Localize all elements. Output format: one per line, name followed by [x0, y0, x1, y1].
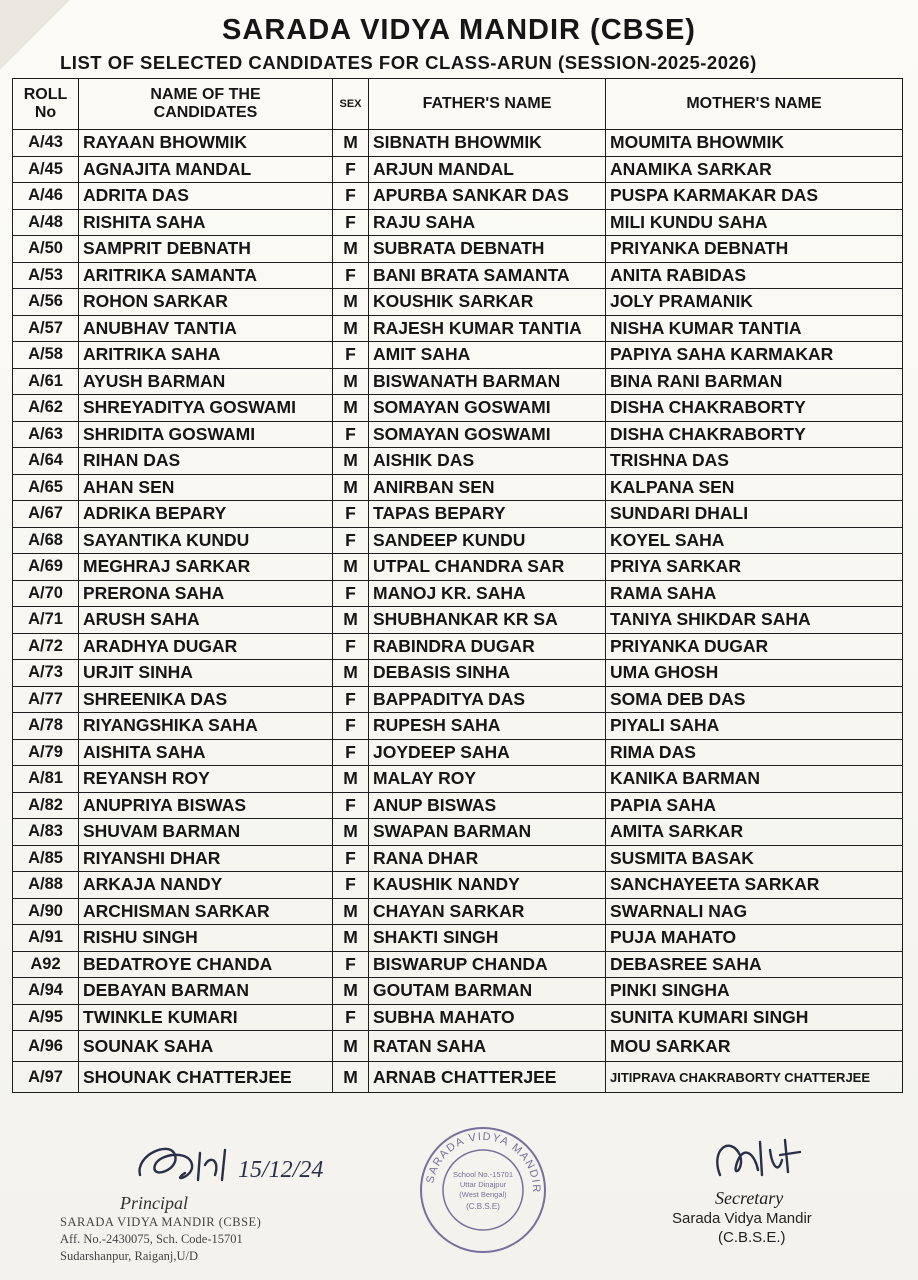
mother-name-cell: SUNITA KUMARI SINGH	[606, 1004, 903, 1031]
father-name-cell: SWAPAN BARMAN	[369, 819, 606, 846]
sex-cell: M	[333, 898, 369, 925]
father-name-cell: RUPESH SAHA	[369, 713, 606, 740]
mother-name-cell: BINA RANI BARMAN	[606, 368, 903, 395]
table-row	[13, 156, 903, 183]
candidate-name-cell: SHREENIKA DAS	[79, 686, 333, 713]
mother-name-cell: JITIPRAVA CHAKRABORTY CHATTERJEE	[606, 1062, 903, 1093]
header-roll-line1: ROLL	[23, 86, 68, 103]
roll-cell: A/69	[13, 554, 79, 581]
candidate-name-cell: SAMPRIT DEBNATH	[79, 236, 333, 263]
father-name-cell: SOMAYAN GOSWAMI	[369, 421, 606, 448]
stamp-ring-text: SARADA VIDYA MANDIR	[424, 1130, 543, 1194]
father-name-cell: RANA DHAR	[369, 845, 606, 872]
principal-signature	[130, 1135, 330, 1195]
list-subtitle: LIST OF SELECTED CANDIDATES FOR CLASS-ARUN (SESSION-2025-2026)	[60, 52, 757, 73]
sex-cell: M	[333, 554, 369, 581]
table-row	[13, 368, 903, 395]
mother-name-cell: PUSPA KARMAKAR DAS	[606, 183, 903, 210]
principal-school: SARADA VIDYA MANDIR (CBSE)	[60, 1215, 262, 1229]
table-row	[13, 898, 903, 925]
mother-name-cell: PAPIYA SAHA KARMAKAR	[606, 342, 903, 369]
father-name-cell: RABINDRA DUGAR	[369, 633, 606, 660]
mother-name-cell: MILI KUNDU SAHA	[606, 209, 903, 236]
table-row	[13, 766, 903, 793]
sex-cell: F	[333, 739, 369, 766]
mother-name-cell: KANIKA BARMAN	[606, 766, 903, 793]
table-row	[13, 262, 903, 289]
father-name-cell: SHUBHANKAR KR SA	[369, 607, 606, 634]
father-name-cell: MALAY ROY	[369, 766, 606, 793]
table-row	[13, 315, 903, 342]
roll-cell: A/53	[13, 262, 79, 289]
candidate-name-cell: ADRIKA BEPARY	[79, 501, 333, 528]
roll-cell: A/90	[13, 898, 79, 925]
principal-role: Principal	[120, 1193, 188, 1213]
header-name-line1: NAME OF THE	[150, 86, 261, 103]
table-row	[13, 872, 903, 899]
mother-name-cell: SUSMITA BASAK	[606, 845, 903, 872]
sex-cell: M	[333, 925, 369, 952]
roll-cell: A/68	[13, 527, 79, 554]
roll-cell: A/63	[13, 421, 79, 448]
sex-cell: M	[333, 978, 369, 1005]
mother-name-cell: JOLY PRAMANIK	[606, 289, 903, 316]
roll-cell: A/78	[13, 713, 79, 740]
mother-name-cell: TRISHNA DAS	[606, 448, 903, 475]
father-name-cell: RATAN SAHA	[369, 1031, 606, 1062]
sex-cell: F	[333, 580, 369, 607]
candidate-name-cell: AYUSH BARMAN	[79, 368, 333, 395]
sex-cell: F	[333, 183, 369, 210]
father-name-cell: BISWARUP CHANDA	[369, 951, 606, 978]
roll-cell: A92	[13, 951, 79, 978]
roll-cell: A/73	[13, 660, 79, 687]
father-name-cell: ANIRBAN SEN	[369, 474, 606, 501]
candidate-name-cell: PRERONA SAHA	[79, 580, 333, 607]
father-name-cell: CHAYAN SARKAR	[369, 898, 606, 925]
candidate-name-cell: ARITRIKA SAMANTA	[79, 262, 333, 289]
candidate-name-cell: SOUNAK SAHA	[79, 1031, 333, 1062]
candidate-name-cell: RAYAAN BHOWMIK	[79, 130, 333, 157]
candidate-name-cell: DEBAYAN BARMAN	[79, 978, 333, 1005]
sex-cell: M	[333, 395, 369, 422]
table-row	[13, 236, 903, 263]
candidate-name-cell: MEGHRAJ SARKAR	[79, 554, 333, 581]
sex-cell: F	[333, 501, 369, 528]
candidate-name-cell: SHRIDITA GOSWAMI	[79, 421, 333, 448]
father-name-cell: DEBASIS SINHA	[369, 660, 606, 687]
roll-cell: A/83	[13, 819, 79, 846]
table-row	[13, 395, 903, 422]
header-father: FATHER'S NAME	[369, 79, 606, 130]
roll-cell: A/70	[13, 580, 79, 607]
candidate-name-cell: AISHITA SAHA	[79, 739, 333, 766]
mother-name-cell: PRIYA SARKAR	[606, 554, 903, 581]
father-name-cell: SIBNATH BHOWMIK	[369, 130, 606, 157]
mother-name-cell: DISHA CHAKRABORTY	[606, 395, 903, 422]
roll-cell: A/56	[13, 289, 79, 316]
father-name-cell: APURBA SANKAR DAS	[369, 183, 606, 210]
roll-cell: A/77	[13, 686, 79, 713]
candidate-name-cell: ARADHYA DUGAR	[79, 633, 333, 660]
father-name-cell: BANI BRATA SAMANTA	[369, 262, 606, 289]
roll-cell: A/58	[13, 342, 79, 369]
candidate-name-cell: ANUBHAV TANTIA	[79, 315, 333, 342]
roll-cell: A/81	[13, 766, 79, 793]
table-row	[13, 289, 903, 316]
father-name-cell: UTPAL CHANDRA SAR	[369, 554, 606, 581]
header-sex: SEX	[333, 79, 369, 130]
roll-cell: A/45	[13, 156, 79, 183]
candidate-name-cell: SHUVAM BARMAN	[79, 819, 333, 846]
candidate-name-cell: AGNAJITA MANDAL	[79, 156, 333, 183]
table-header-row	[13, 79, 903, 130]
roll-cell: A/95	[13, 1004, 79, 1031]
father-name-cell: KOUSHIK SARKAR	[369, 289, 606, 316]
mother-name-cell: MOUMITA BHOWMIK	[606, 130, 903, 157]
roll-cell: A/43	[13, 130, 79, 157]
table-row	[13, 501, 903, 528]
secretary-org: Sarada Vidya Mandir	[672, 1210, 812, 1227]
mother-name-cell: UMA GHOSH	[606, 660, 903, 687]
mother-name-cell: ANAMIKA SARKAR	[606, 156, 903, 183]
table-row	[13, 925, 903, 952]
mother-name-cell: MOU SARKAR	[606, 1031, 903, 1062]
father-name-cell: RAJU SAHA	[369, 209, 606, 236]
roll-cell: A/65	[13, 474, 79, 501]
mother-name-cell: SUNDARI DHALI	[606, 501, 903, 528]
table-row	[13, 421, 903, 448]
roll-cell: A/61	[13, 368, 79, 395]
mother-name-cell: PRIYANKA DUGAR	[606, 633, 903, 660]
table-row	[13, 183, 903, 210]
candidate-name-cell: ARKAJA NANDY	[79, 872, 333, 899]
candidate-name-cell: RIYANSHI DHAR	[79, 845, 333, 872]
sex-cell: M	[333, 660, 369, 687]
table-row	[13, 739, 903, 766]
roll-cell: A/94	[13, 978, 79, 1005]
school-title: SARADA VIDYA MANDIR (CBSE)	[222, 14, 696, 46]
mother-name-cell: SWARNALI NAG	[606, 898, 903, 925]
candidate-name-cell: AHAN SEN	[79, 474, 333, 501]
mother-name-cell: PAPIA SAHA	[606, 792, 903, 819]
sex-cell: M	[333, 474, 369, 501]
father-name-cell: JOYDEEP SAHA	[369, 739, 606, 766]
sex-cell: M	[333, 315, 369, 342]
father-name-cell: SANDEEP KUNDU	[369, 527, 606, 554]
father-name-cell: RAJESH KUMAR TANTIA	[369, 315, 606, 342]
father-name-cell: BISWANATH BARMAN	[369, 368, 606, 395]
roll-cell: A/79	[13, 739, 79, 766]
roll-cell: A/97	[13, 1062, 79, 1093]
father-name-cell: ANUP BISWAS	[369, 792, 606, 819]
sex-cell: M	[333, 1062, 369, 1093]
father-name-cell: ARNAB CHATTERJEE	[369, 1062, 606, 1093]
candidate-name-cell: REYANSH ROY	[79, 766, 333, 793]
candidate-name-cell: BEDATROYE CHANDA	[79, 951, 333, 978]
roll-cell: A/72	[13, 633, 79, 660]
mother-name-cell: DEBASREE SAHA	[606, 951, 903, 978]
candidate-name-cell: RIYANGSHIKA SAHA	[79, 713, 333, 740]
table-row	[13, 660, 903, 687]
mother-name-cell: PRIYANKA DEBNATH	[606, 236, 903, 263]
roll-cell: A/46	[13, 183, 79, 210]
sex-cell: F	[333, 951, 369, 978]
candidate-name-cell: TWINKLE KUMARI	[79, 1004, 333, 1031]
roll-cell: A/85	[13, 845, 79, 872]
father-name-cell: BAPPADITYA DAS	[369, 686, 606, 713]
table-row	[13, 580, 903, 607]
table-row	[13, 448, 903, 475]
roll-cell: A/62	[13, 395, 79, 422]
header-name-line2: CANDIDATES	[153, 104, 258, 121]
candidate-name-cell: SAYANTIKA KUNDU	[79, 527, 333, 554]
secretary-signature-block	[660, 1130, 890, 1260]
stamp-line-4: (C.B.S.E)	[466, 1202, 500, 1211]
table-row	[13, 130, 903, 157]
table-row	[13, 845, 903, 872]
mother-name-cell: NISHA KUMAR TANTIA	[606, 315, 903, 342]
principal-signature-block	[60, 1135, 324, 1275]
table-row	[13, 607, 903, 634]
sex-cell: F	[333, 872, 369, 899]
table-row	[13, 527, 903, 554]
roll-cell: A/57	[13, 315, 79, 342]
header-name	[79, 79, 333, 130]
candidate-name-cell: URJIT SINHA	[79, 660, 333, 687]
stamp-line-1: School No.-15701	[452, 1170, 514, 1179]
secretary-signature	[700, 1130, 820, 1190]
sex-cell: F	[333, 262, 369, 289]
father-name-cell: AISHIK DAS	[369, 448, 606, 475]
table-row	[13, 633, 903, 660]
sex-cell: M	[333, 368, 369, 395]
roll-cell: A/67	[13, 501, 79, 528]
header-mother: MOTHER'S NAME	[606, 79, 903, 130]
table-row	[13, 978, 903, 1005]
father-name-cell: TAPAS BEPARY	[369, 501, 606, 528]
sex-cell: F	[333, 713, 369, 740]
sex-cell: M	[333, 289, 369, 316]
roll-cell: A/50	[13, 236, 79, 263]
mother-name-cell: PINKI SINGHA	[606, 978, 903, 1005]
father-name-cell: MANOJ KR. SAHA	[369, 580, 606, 607]
candidate-name-cell: SHOUNAK CHATTERJEE	[79, 1062, 333, 1093]
candidates-body	[13, 130, 903, 1093]
mother-name-cell: ANITA RABIDAS	[606, 262, 903, 289]
father-name-cell: SHAKTI SINGH	[369, 925, 606, 952]
principal-sign-date: 15/12/24	[238, 1157, 324, 1183]
candidate-name-cell: SHREYADITYA GOSWAMI	[79, 395, 333, 422]
header-roll-line2: No	[34, 104, 57, 121]
table-row	[13, 686, 903, 713]
table-row	[13, 1004, 903, 1031]
sex-cell: F	[333, 633, 369, 660]
table-row	[13, 951, 903, 978]
secretary-board: (C.B.S.E.)	[718, 1229, 786, 1246]
sex-cell: F	[333, 845, 369, 872]
mother-name-cell: RIMA DAS	[606, 739, 903, 766]
mother-name-cell: PIYALI SAHA	[606, 713, 903, 740]
roll-cell: A/82	[13, 792, 79, 819]
candidate-name-cell: ANUPRIYA BISWAS	[79, 792, 333, 819]
table-row	[13, 342, 903, 369]
roll-cell: A/91	[13, 925, 79, 952]
mother-name-cell: DISHA CHAKRABORTY	[606, 421, 903, 448]
roll-cell: A/48	[13, 209, 79, 236]
mother-name-cell: AMITA SARKAR	[606, 819, 903, 846]
sex-cell: F	[333, 792, 369, 819]
candidate-name-cell: ADRITA DAS	[79, 183, 333, 210]
sex-cell: F	[333, 527, 369, 554]
candidate-name-cell: RISHITA SAHA	[79, 209, 333, 236]
father-name-cell: ARJUN MANDAL	[369, 156, 606, 183]
candidate-name-cell: RISHU SINGH	[79, 925, 333, 952]
table-row	[13, 474, 903, 501]
stamp-line-3: (West Bengal)	[459, 1190, 507, 1199]
table-row	[13, 1062, 903, 1093]
father-name-cell: AMIT SAHA	[369, 342, 606, 369]
mother-name-cell: PUJA MAHATO	[606, 925, 903, 952]
mother-name-cell: KALPANA SEN	[606, 474, 903, 501]
sex-cell: M	[333, 819, 369, 846]
father-name-cell: GOUTAM BARMAN	[369, 978, 606, 1005]
table-row	[13, 819, 903, 846]
sex-cell: M	[333, 448, 369, 475]
table-row	[13, 713, 903, 740]
candidate-name-cell: ARCHISMAN SARKAR	[79, 898, 333, 925]
mother-name-cell: TANIYA SHIKDAR SAHA	[606, 607, 903, 634]
sex-cell: F	[333, 209, 369, 236]
sex-cell: F	[333, 1004, 369, 1031]
candidate-name-cell: ARITRIKA SAHA	[79, 342, 333, 369]
table-row	[13, 1031, 903, 1062]
sex-cell: F	[333, 421, 369, 448]
candidate-name-cell: ROHON SARKAR	[79, 289, 333, 316]
table-row	[13, 792, 903, 819]
father-name-cell: SUBRATA DEBNATH	[369, 236, 606, 263]
mother-name-cell: SANCHAYEETA SARKAR	[606, 872, 903, 899]
sex-cell: M	[333, 236, 369, 263]
roll-cell: A/71	[13, 607, 79, 634]
roll-cell: A/88	[13, 872, 79, 899]
principal-address: Sudarshanpur, Raiganj,U/D	[60, 1249, 199, 1263]
table-row	[13, 209, 903, 236]
candidate-name-cell: RIHAN DAS	[79, 448, 333, 475]
sex-cell: M	[333, 607, 369, 634]
secretary-role: Secretary	[715, 1188, 784, 1208]
sex-cell: M	[333, 1031, 369, 1062]
header-roll	[13, 79, 79, 130]
sex-cell: F	[333, 686, 369, 713]
mother-name-cell: KOYEL SAHA	[606, 527, 903, 554]
sex-cell: F	[333, 156, 369, 183]
stamp-line-2: Uttar Dinajpur	[459, 1180, 507, 1189]
sex-cell: F	[333, 342, 369, 369]
father-name-cell: SOMAYAN GOSWAMI	[369, 395, 606, 422]
school-stamp	[418, 1125, 548, 1255]
candidates-table	[12, 78, 903, 1093]
table-row	[13, 554, 903, 581]
sex-cell: M	[333, 130, 369, 157]
mother-name-cell: SOMA DEB DAS	[606, 686, 903, 713]
principal-affiliation: Aff. No.-2430075, Sch. Code-15701	[60, 1232, 243, 1246]
father-name-cell: SUBHA MAHATO	[369, 1004, 606, 1031]
mother-name-cell: RAMA SAHA	[606, 580, 903, 607]
roll-cell: A/96	[13, 1031, 79, 1062]
candidate-name-cell: ARUSH SAHA	[79, 607, 333, 634]
father-name-cell: KAUSHIK NANDY	[369, 872, 606, 899]
sex-cell: M	[333, 766, 369, 793]
roll-cell: A/64	[13, 448, 79, 475]
